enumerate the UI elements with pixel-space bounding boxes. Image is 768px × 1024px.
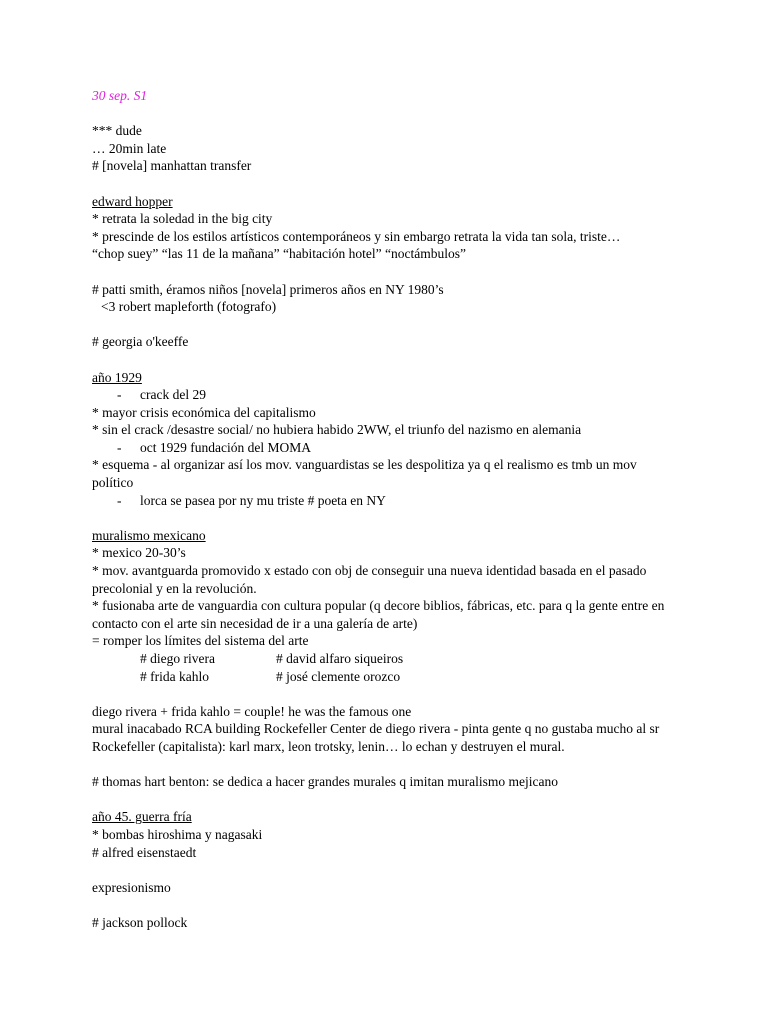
- artist-row: [92, 668, 677, 686]
- intro-line-1: *** dude: [92, 123, 142, 139]
- blank-line: [92, 263, 677, 281]
- section-rivera: [92, 703, 677, 756]
- dash-bullet: [92, 439, 677, 457]
- date-heading: 30 sep. S1: [92, 88, 148, 103]
- blank-line: [92, 509, 677, 527]
- artist-name: # josé clemente orozco: [276, 668, 401, 684]
- intro-line-3: # [novela] manhattan transfer: [92, 158, 252, 174]
- section-heading: muralismo mexicano: [92, 527, 206, 543]
- note-line: * mayor crisis económica del capitalismo: [92, 404, 316, 420]
- dash-marker: -: [117, 439, 122, 455]
- note-line: “chop suey” “las 11 de la mañana” “habitación hotel” “noctámbulos”: [92, 246, 466, 262]
- document-body: [92, 87, 677, 932]
- dash-marker: -: [117, 492, 122, 508]
- artist-name: # frida kahlo: [140, 668, 209, 684]
- note-line: * mov. avantguarda promovido x estado con obj de conseguir una nueva identidad basada en el pasado precolonial y en la revolución.: [92, 563, 647, 596]
- bullet-text: crack del 29: [140, 387, 206, 403]
- section-heading: año 45. guerra fría: [92, 809, 192, 825]
- note-line: * fusionaba arte de vanguardia con cultura popular (q decore biblios, fábricas, etc. para q la gente entre en contacto con el arte sin necesidad de ir a una galería de arte): [92, 598, 665, 631]
- note-line: * sin el crack /desastre social/ no hubiera habido 2WW, el triunfo del nazismo en alemania: [92, 422, 582, 438]
- note-line: mural inacabado RCA building Rockefeller Center de diego rivera - pinta gente q no gustaba mucho al sr Rockefeller (capitalista): karl marx, leon trotsky, lenin… lo echan y destruyen el mural.: [92, 721, 660, 754]
- bullet-text: oct 1929 fundación del MOMA: [140, 439, 311, 455]
- note-line: * mexico 20-30’s: [92, 545, 186, 561]
- blank-line: [92, 791, 677, 809]
- note-line: * esquema - al organizar así los mov. vanguardistas se les despolitiza ya q el realismo es tmb un mov político: [92, 457, 637, 491]
- artist-row: [92, 650, 677, 668]
- section-heading: edward hopper: [92, 193, 173, 209]
- dash-bullet: [92, 386, 677, 404]
- artist-name: # diego rivera: [140, 651, 215, 666]
- blank-line: [92, 105, 677, 123]
- section-heading: año 1929: [92, 369, 142, 385]
- blank-line: [92, 861, 677, 879]
- note-line-indented: <3 robert mapleforth (fotografo): [101, 299, 277, 315]
- note-line: # patti smith, éramos niños [novela] primeros años en NY 1980’s: [92, 281, 444, 297]
- note-line: # alfred eisenstaedt: [92, 844, 197, 860]
- blank-line: [92, 316, 677, 334]
- note-line: * retrata la soledad in the big city: [92, 211, 273, 227]
- blank-line: [92, 756, 677, 774]
- blank-line: [92, 896, 677, 914]
- section-guerra-fria: [92, 808, 677, 861]
- note-line: # georgia o'keeffe: [92, 334, 189, 350]
- section-hopper: [92, 193, 677, 263]
- note-line: * bombas hiroshima y nagasaki: [92, 826, 263, 842]
- section-muralismo: [92, 527, 677, 685]
- section-patti-smith: [92, 281, 677, 316]
- dash-marker: -: [117, 387, 122, 403]
- artist-name: # david alfaro siqueiros: [276, 651, 404, 666]
- intro-line-2: … 20min late: [92, 140, 167, 156]
- blank-line: [92, 685, 677, 703]
- section-1929: [92, 369, 677, 510]
- dash-bullet: [92, 492, 677, 510]
- note-line: = romper los límites del sistema del arte: [92, 633, 309, 649]
- section-heading-plain: expresionismo: [92, 879, 171, 895]
- note-line: * prescinde de los estilos artísticos contemporáneos y sin embargo retrata la vida tan sola, triste…: [92, 228, 621, 244]
- blank-line: [92, 175, 677, 193]
- note-line: # thomas hart benton: se dedica a hacer grandes murales q imitan muralismo mejicano: [92, 774, 558, 790]
- blank-line: [92, 351, 677, 369]
- note-line: diego rivera + frida kahlo = couple! he was the famous one: [92, 703, 412, 719]
- bullet-text: lorca se pasea por ny mu triste # poeta en NY: [140, 492, 386, 508]
- note-line: # jackson pollock: [92, 914, 188, 930]
